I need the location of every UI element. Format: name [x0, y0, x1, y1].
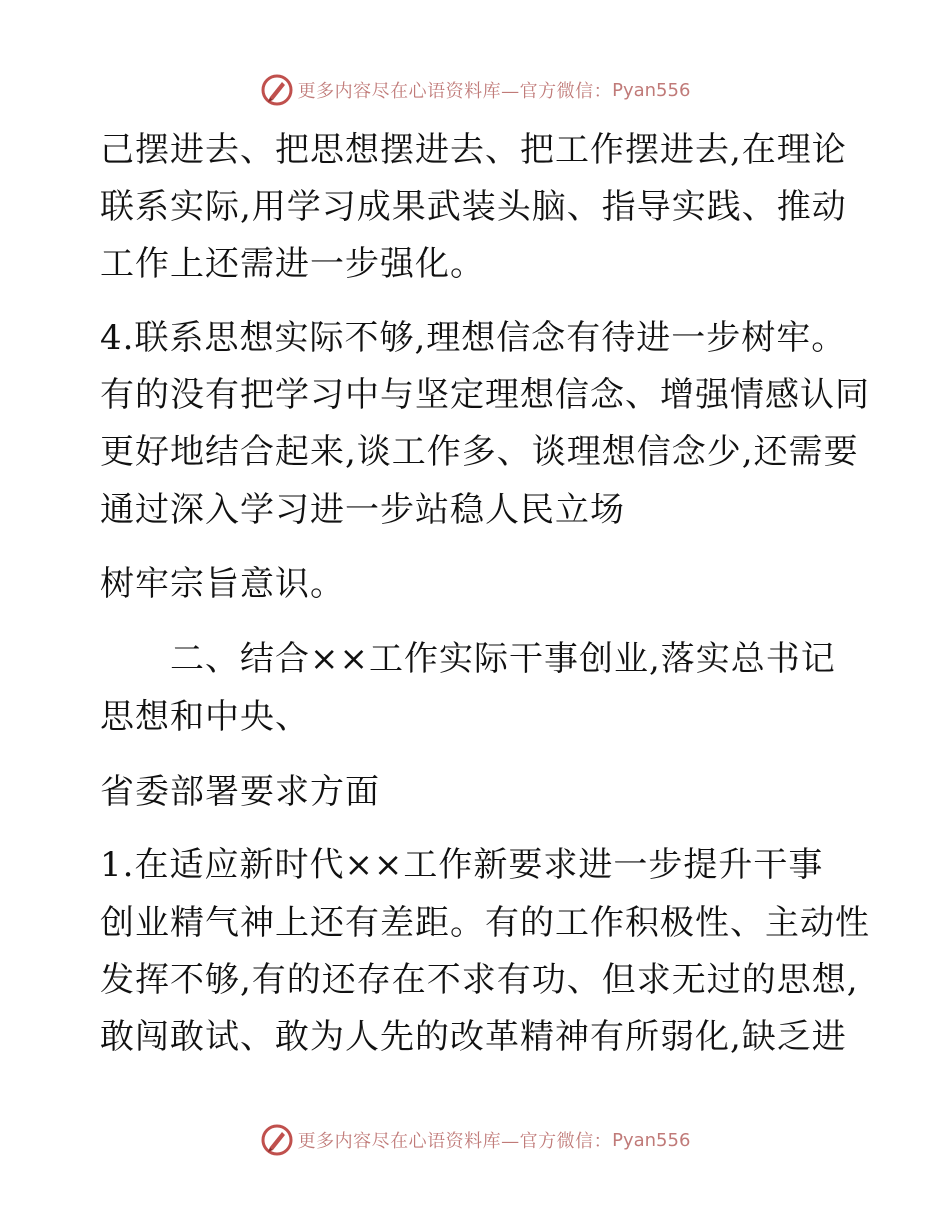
- body-line: 1.在适应新时代××工作新要求进一步提升干事: [100, 845, 824, 885]
- watermark-text: 更多内容尽在心语资料库—官方微信：: [297, 1131, 613, 1152]
- section-heading: 思想和中央、: [100, 697, 310, 737]
- body-line: 敢闯敢试、敢为人先的改革精神有所弱化,缺乏进: [100, 1017, 847, 1057]
- body-line: 4.联系思想实际不够,理想信念有待进一步树牢。: [100, 318, 847, 358]
- body-line: 有的没有把学习中与坚定理想信念、增强情感认同: [100, 375, 870, 415]
- section-heading: 省委部署要求方面: [100, 772, 380, 812]
- body-line: 通过深入学习进一步站稳人民立场: [100, 490, 625, 530]
- pen-logo-icon: [260, 73, 294, 107]
- watermark-wechat-id: Pyan556: [612, 1129, 691, 1151]
- footer-watermark: [0, 1122, 950, 1158]
- body-line: 己摆进去、把思想摆进去、把工作摆进去,在理论: [100, 130, 847, 170]
- body-line: 联系实际,用学习成果武装头脑、指导实践、推动: [100, 187, 847, 227]
- pen-logo-icon: [260, 1123, 294, 1157]
- body-line: 更好地结合起来,谈工作多、谈理想信念少,还需要: [100, 432, 859, 472]
- watermark-text: 更多内容尽在心语资料库—官方微信：: [297, 81, 613, 102]
- body-line: 树牢宗旨意识。: [100, 564, 345, 604]
- header-watermark: [0, 72, 950, 108]
- body-line: 发挥不够,有的还存在不求有功、但求无过的思想,: [100, 960, 859, 1000]
- section-heading: 二、结合××工作实际干事创业,落实总书记: [100, 639, 836, 679]
- body-line: 创业精气神上还有差距。有的工作积极性、主动性: [100, 903, 870, 943]
- watermark-wechat-id: Pyan556: [612, 79, 691, 101]
- body-line: 工作上还需进一步强化。: [100, 244, 485, 284]
